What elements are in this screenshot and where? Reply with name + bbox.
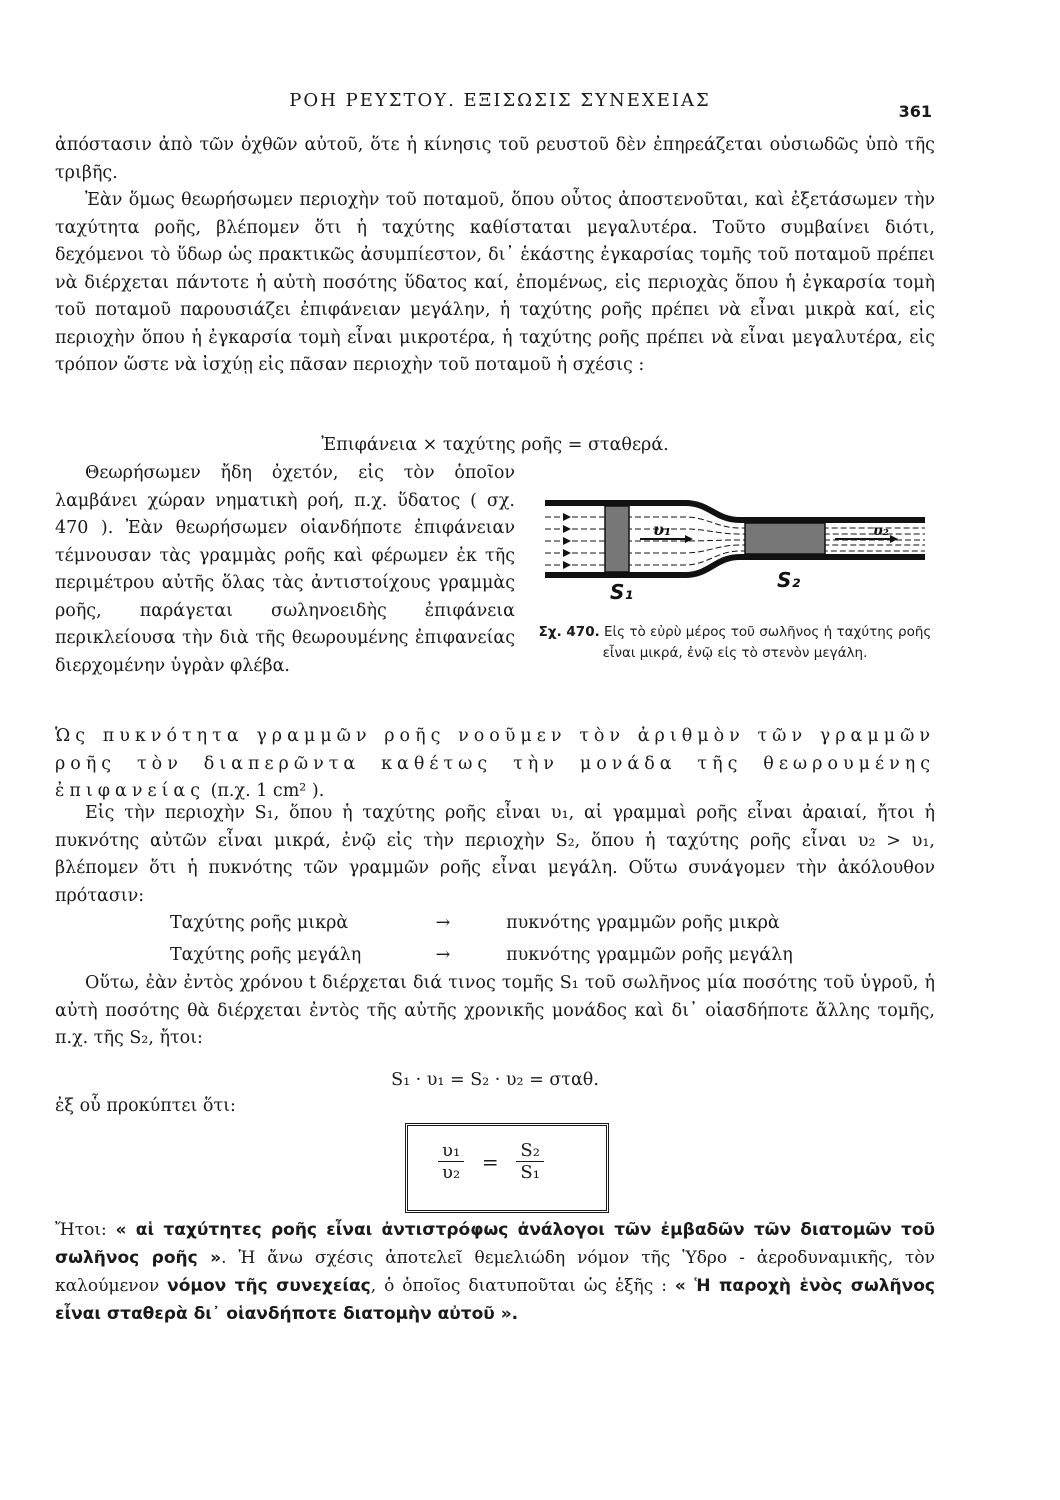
rule-2-right: πυκνότης γραμμῶν ροῆς μεγάλη <box>506 945 793 965</box>
boxed-formula <box>405 1123 609 1213</box>
numerator-s2: S₂ <box>516 1140 544 1162</box>
final-mid: . Ἡ ἄνω σχέσις ἀποτελεῖ θεμελιώδη νόμον τῆς Ὑδρο - ἀεροδυναμικῆς, τὸν καλούμενον <box>55 1248 935 1296</box>
rule-2-arrow: → <box>435 945 451 965</box>
continuity-relation: Ἐπιφάνεια × ταχύτης ροῆς = σταθερά. <box>321 435 669 455</box>
law-name: νόμον τῆς συνεχείας <box>167 1276 371 1296</box>
entry-arrows <box>563 513 571 569</box>
page-number: 361 <box>898 102 932 121</box>
label-u2: υ₂ <box>873 523 889 539</box>
rule-1-left: Ταχύτης ροῆς μικρὰ <box>170 913 349 933</box>
final-bold-statement: « αἱ ταχύτητες ροῆς εἶναι ἀντιστρόφως ἀνάλογοι τῶν ἐμβαδῶν τῶν διατομῶν τοῦ σωλῆνος ροῆς » <box>55 1220 935 1268</box>
denominator-u2: υ₂ <box>442 1162 461 1183</box>
law-statement: « Ἡ παροχὴ ἑνὸς σωλῆνος εἶναι σταθερὰ δι᾽ οἱανδήποτε διατομὴν αὐτοῦ ». <box>55 1276 935 1324</box>
paragraph-6: Οὕτω, ἐὰν ἐντὸς χρόνου t διέρχεται διά τινος τομῆς S₁ τοῦ σωλῆνος μία ποσότης τοῦ ὑγροῦ, ἡ αὐτὴ ποσότης θὰ διέρχεται ἐντὸς τῆς αὐτῆς χρονικῆς μονάδος καὶ δι᾽ οἱασδήποτε ἄλλης τομῆς, π.χ. τῆς S₂, ἤτοι: <box>55 973 935 1048</box>
tube-diagram <box>535 495 935 615</box>
page-header <box>0 90 1060 120</box>
rule-1-arrow: → <box>435 913 451 933</box>
equals-sign: = <box>481 1149 499 1174</box>
paragraph-5: Εἰς τὴν περιοχὴν S₁, ὅπου ἡ ταχύτης ροῆς εἶναι υ₁, αἱ γραμμαὶ ροῆς εἶναι ἀραιαί, ἤτοι ἡ πυκνότης αὐτῶν εἶναι μικρά, ἐνῷ εἰς τὴν περιοχὴν S₂, ὅπου ἡ ταχύτης ροῆς εἶναι υ₂ > υ₁, βλέπομεν ὅτι ἡ πυκνότης τῶν γραμμῶν ροῆς εἶναι μεγάλη. Οὕτω συνάγομεν τὴν ἀκόλουθον πρότασιν: <box>55 803 935 906</box>
final-mid2: , ὁ ὁποῖος διατυποῦται ὡς ἑξῆς : <box>370 1276 675 1296</box>
tube-bottom-wall <box>545 557 925 575</box>
paragraph-3: Θεωρήσωμεν ἤδη ὀχετόν, εἰς τὸν ὁποῖον λαμβάνει χώραν νηματικὴ ροή, π.χ. ὕδατος ( σχ. 470 ). Ἐὰν θεωρήσωμεν οἱανδήποτε ἐπιφάνειαν τέμνουσαν τὰς γραμμὰς ροῆς καὶ φέρωμεν ἐκ τῆς περιμέτρου αὐτῆς ὅλας τὰς ἀντιστοίχους γραμμὰς ροῆς, παράγεται σωληνοειδὴς ἐπιφάνεια περικλείουσα τὴν διὰ τῆς θεωρουμένης ἐπιφανείας διερχομένην ὑγρὰν φλέβα. <box>55 463 515 676</box>
figure-470 <box>535 495 935 615</box>
equation-1: S₁ · υ₁ = S₂ · υ₂ = σταθ. <box>391 1070 599 1090</box>
rule-row-1 <box>170 910 870 937</box>
paragraph-1: ἀπόστασιν ἀπὸ τῶν ὀχθῶν αὐτοῦ, ὅτε ἡ κίνησις τοῦ ρευστοῦ δὲν ἐπηρεάζεται οὐσιωδῶς ὑπὸ τῆς τριβῆς. <box>55 135 935 183</box>
fraction-area <box>516 1140 544 1183</box>
rule-row-2 <box>170 942 870 969</box>
fraction-velocity <box>438 1140 464 1183</box>
final-paragraph <box>55 1216 935 1328</box>
label-u1: υ₁ <box>653 520 672 539</box>
figure-caption <box>535 622 935 664</box>
rule-2-left: Ταχύτης ροῆς μεγάλη <box>170 945 362 965</box>
numerator-u1: υ₁ <box>438 1140 464 1162</box>
rule-1-right: πυκνότης γραμμῶν ροῆς μικρὰ <box>506 913 780 933</box>
definition-spaced: Ὡς πυκνότητα γραμμῶν ροῆς νοοῦμεν τὸν ἀριθμὸν τῶν γραμμῶν ροῆς τὸν διαπερῶντα καθέτως τὴν μονάδα τῆς θεωρουμένης ἐπιφανείας <box>55 726 935 801</box>
caption-number: Σχ. 470. <box>538 624 600 640</box>
definition-tail: (π.χ. 1 cm² ). <box>205 781 325 801</box>
paragraph-4 <box>55 723 935 806</box>
section-s2 <box>745 523 825 554</box>
caption-text: Εἰς τὸ εὐρὺ μέρος τοῦ σωλῆνος ἡ ταχύτης ροῆς εἶναι μικρά, ἐνῷ εἰς τὸ στενὸν μεγάλη. <box>602 624 932 661</box>
denominator-s1: S₁ <box>520 1162 540 1183</box>
label-s2: S₂ <box>777 568 801 592</box>
section-s1 <box>605 506 629 572</box>
paragraph-2: Ἐὰν ὅμως θεωρήσωμεν περιοχὴν τοῦ ποταμοῦ, ὅπου οὗτος ἀποστενοῦται, καὶ ἐξετάσωμεν τὴν ταχύτητα ροῆς, βλέπομεν ὅτι ἡ ταχύτης καθίσταται μεγαλυτέρα. Τοῦτο συμβαίνει διότι, δεχόμενοι τὸ ὕδωρ ὡς πρακτικῶς ἀσυμπίεστον, δι᾽ ἑκάστης ἐγκαρσίας τομῆς τοῦ ποταμοῦ πρέπει νὰ διέρχεται πάντοτε ἡ αὐτὴ ποσότης ὕδατος καί, ἐπομένως, εἰς περιοχὰς ὅπου ἡ ἐγκαρσία τομὴ τοῦ ποταμοῦ παρουσιάζει ἐπιφάνειαν μεγάλην, ἡ ταχύτης ροῆς πρέπει νὰ εἶναι μικρὰ καί, εἰς περιοχὴν ὅπου ἡ ἐγκαρσία τομὴ εἶναι μικροτέρα, ἡ ταχύτης ροῆς πρέπει νὰ εἶναι μεγαλυτέρα, εἰς τρόπον ὥστε νὰ ἰσχύῃ εἰς πᾶσαν περιοχὴν τοῦ ποταμοῦ ἡ σχέσις : <box>55 190 935 375</box>
final-lead: Ἤτοι: <box>55 1220 116 1240</box>
label-s1: S₁ <box>610 580 634 604</box>
running-title: ΡΟΗ ΡΕΥΣΤΟΥ. ΕΞΙΣΩΣΙΣ ΣΥΝΕΧΕΙΑΣ <box>289 90 711 111</box>
paragraph-7: ἐξ οὗ προκύπτει ὅτι: <box>55 1096 236 1116</box>
